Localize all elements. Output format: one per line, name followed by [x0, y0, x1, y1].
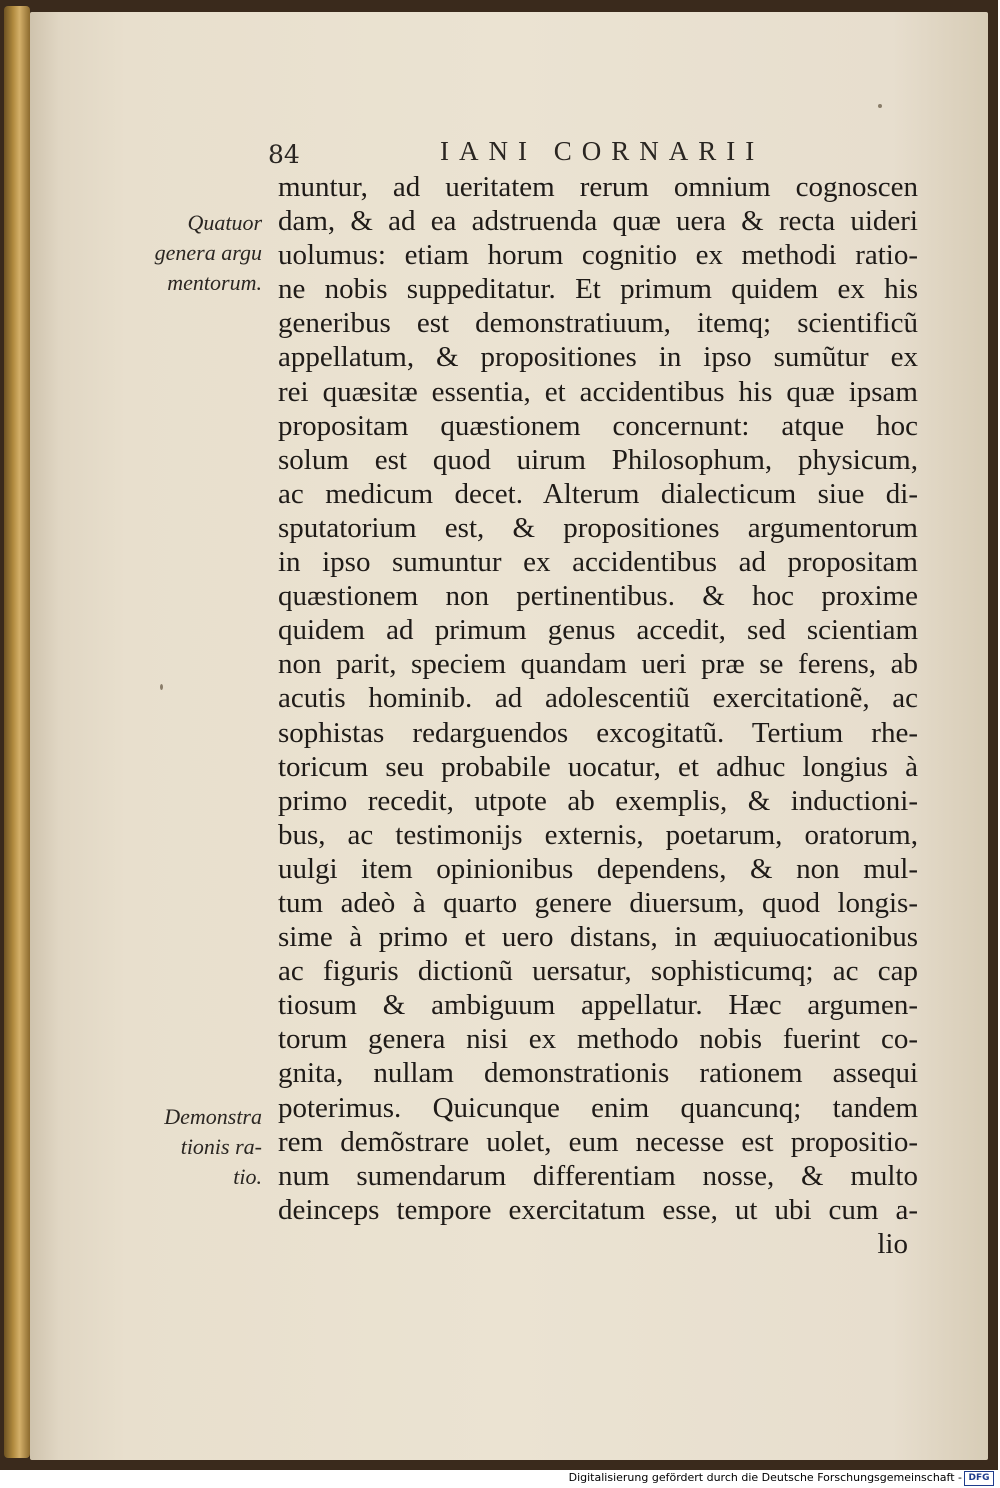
text-line: ne nobis suppeditatur. Et primum quidem ex his	[278, 273, 918, 306]
paper-speck	[160, 684, 163, 690]
margin-note-line: Quatuor	[187, 210, 262, 235]
text-line: sputatorium est, & propositiones argumentorum	[278, 511, 918, 544]
text-line: generibus est demonstratiuum, itemq; scientificũ	[278, 307, 918, 340]
margin-note-line: tionis ra-	[180, 1134, 262, 1159]
dfg-logo: DFG	[964, 1471, 994, 1486]
text-line: num sumendarum differentiam nosse, & multo	[278, 1159, 918, 1192]
margin-note-demonstrationis	[164, 1102, 262, 1192]
text-line: primo recedit, utpote ab exemplis, & inductioni-	[278, 784, 918, 817]
text-line: rei quæsitæ essentia, et accidentibus his quæ ipsam	[278, 375, 918, 408]
text-line: torum genera nisi ex methodo nobis fuerint co-	[278, 1023, 918, 1056]
text-line: tum adeò à quarto genere diuersum, quod longis-	[278, 886, 918, 919]
text-line: ac figuris dictionũ uersatur, sophisticumq; ac cap	[278, 955, 918, 988]
body-text	[278, 170, 918, 1261]
paper-speck	[878, 104, 882, 108]
text-line: solum est quod uirum Philosophum, physicum,	[278, 443, 918, 476]
text-line: tiosum & ambiguum appellatur. Hæc argumen-	[278, 989, 918, 1022]
page-number: 84	[268, 140, 300, 169]
text-line: uolumus: etiam horum cognitio ex methodi ratio-	[278, 239, 918, 272]
text-line: appellatum, & propositiones in ipso sumũtur ex	[278, 341, 918, 374]
text-line: sime à primo et uero distans, in æquiuocationibus	[278, 921, 918, 954]
text-line: non parit, speciem quandam ueri præ se ferens, ab	[278, 648, 918, 681]
text-line: ac medicum decet. Alterum dialecticum siue di-	[278, 477, 918, 510]
text-line: sophistas redarguendos excogitatũ. Tertium rhe-	[278, 716, 918, 749]
footer-credit: Digitalisierung gefördert durch die Deutsche Forschungsgemeinschaft -	[568, 1471, 962, 1484]
gilt-page-edge	[4, 6, 30, 1458]
text-line: deinceps tempore exercitatum esse, ut ubi cum a-	[278, 1193, 918, 1226]
text-line: toricum seu probabile uocatur, et adhuc longius à	[278, 750, 918, 783]
text-line: acutis hominib. ad adolescentiũ exercitationẽ, ac	[278, 682, 918, 715]
text-line: gnita, nullam demonstrationis rationem assequi	[278, 1057, 918, 1090]
margin-note-quatuor	[155, 208, 262, 298]
margin-note-line: genera argu	[154, 240, 262, 265]
text-line: bus, ac testimonijs externis, poetarum, oratorum,	[278, 818, 918, 851]
text-line: dam, & ad ea adstruenda quæ uera & recta uideri	[278, 205, 918, 238]
text-line: rem demõstrare uolet, eum necesse est propositio-	[278, 1125, 918, 1158]
margin-note-line: mentorum.	[167, 270, 262, 295]
running-head: IANI CORNARII	[440, 136, 765, 166]
text-line: propositam quæstionem concernunt: atque hoc	[278, 409, 918, 442]
margin-note-line: tio.	[233, 1164, 262, 1189]
text-line: in ipso sumuntur ex accidentibus ad propositam	[278, 546, 918, 579]
text-line-catchword: lio	[877, 1227, 908, 1260]
text-line: poterimus. Quicunque enim quancunq; tandem	[278, 1091, 918, 1124]
margin-note-line: Demonstra	[164, 1104, 262, 1129]
text-line: quæstionem non pertinentibus. & hoc proxime	[278, 580, 918, 613]
text-line: uulgi item opinionibus dependens, & non mul-	[278, 852, 918, 885]
text-line: muntur, ad ueritatem rerum omnium cognoscen	[278, 171, 918, 203]
text-line: quidem ad primum genus accedit, sed scientiam	[278, 614, 918, 647]
